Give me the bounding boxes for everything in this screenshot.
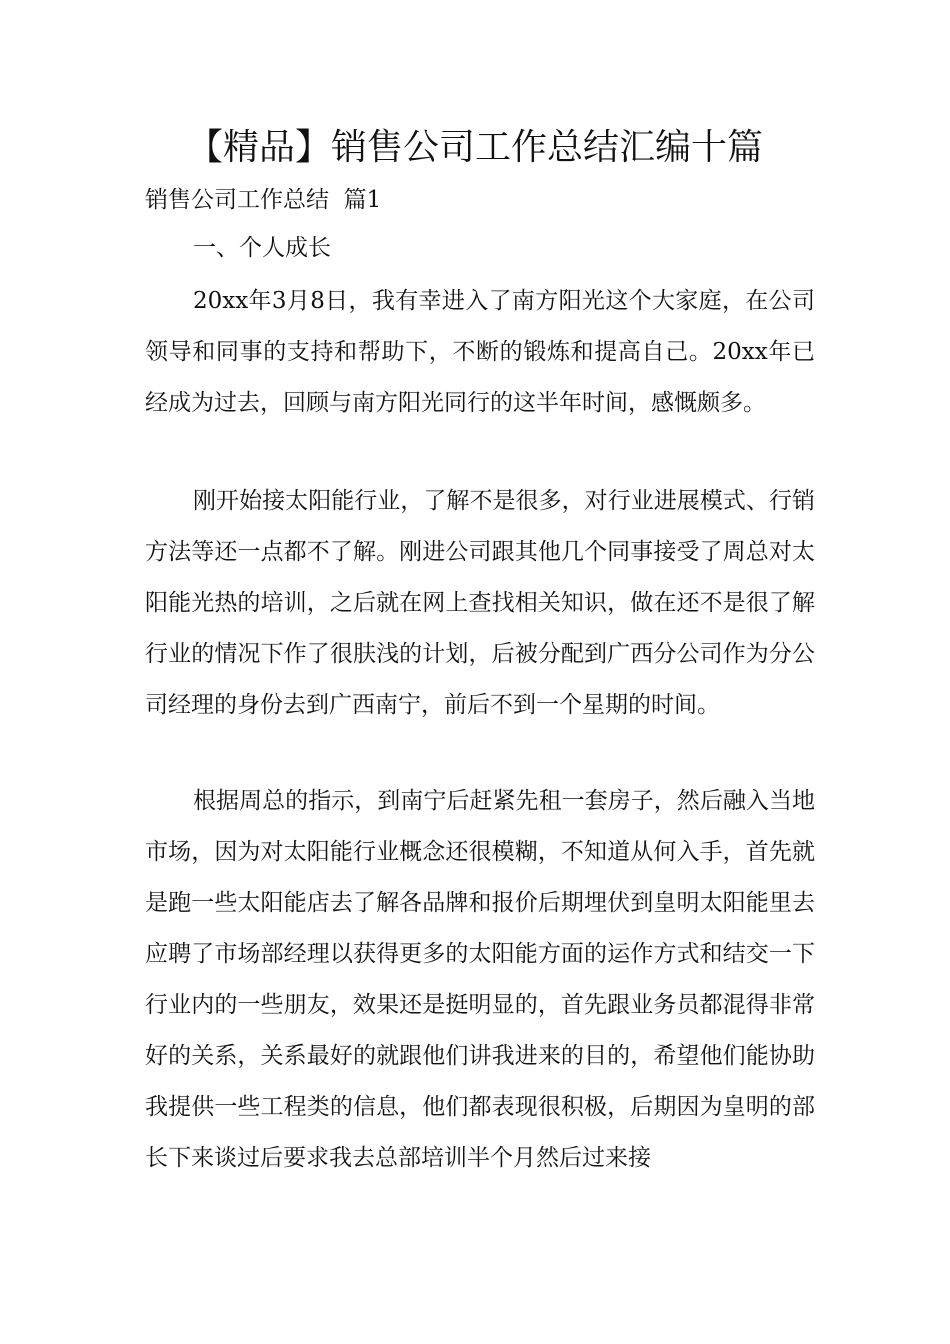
section-subtitle: 销售公司工作总结 篇1 <box>145 187 382 213</box>
paragraph-1: 20xx年3月8日，我有幸进入了南方阳光这个大家庭，在公司领导和同事的支持和帮助下，不断的锻炼和提高自己。20xx年已经成为过去，回顾与南方阳光同行的这半年时间，感慨颇多。 <box>145 288 815 416</box>
section-heading: 一、个人成长 <box>193 235 331 261</box>
document-title: 【精品】销售公司工作总结汇编十篇 <box>186 127 763 168</box>
paragraph-2: 刚开始接太阳能行业，了解不是很多，对行业进展模式、行销方法等还一点都不了解。刚进公司跟其他几个同事接受了周总对太阳能光热的培训，之后就在网上查找相关知识，做在还不是很了解行业的情况下作了很肤浅的计划，后被分配到广西分公司作为分公司经理的身份去到广西南宁，前后不到一个星期的时间。 <box>145 488 815 718</box>
paragraph-3: 根据周总的指示，到南宁后赶紧先租一套房子，然后融入当地市场，因为对太阳能行业概念还很模糊，不知道从何入手，首先就是跑一些太阳能店去了解各品牌和报价后期埋伏到皇明太阳能里去应聘了市场部经理以获得更多的太阳能方面的运作方式和结交一下行业内的一些朋友，效果还是挺明显的，首先跟业务员都混得非常好的关系，关系最好的就跟他们讲我进来的目的，希望他们能协助我提供一些工程类的信息，他们都表现很积极，后期因为皇明的部长下来谈过后要求我去总部培训半个月然后过来接 <box>145 788 815 1171</box>
